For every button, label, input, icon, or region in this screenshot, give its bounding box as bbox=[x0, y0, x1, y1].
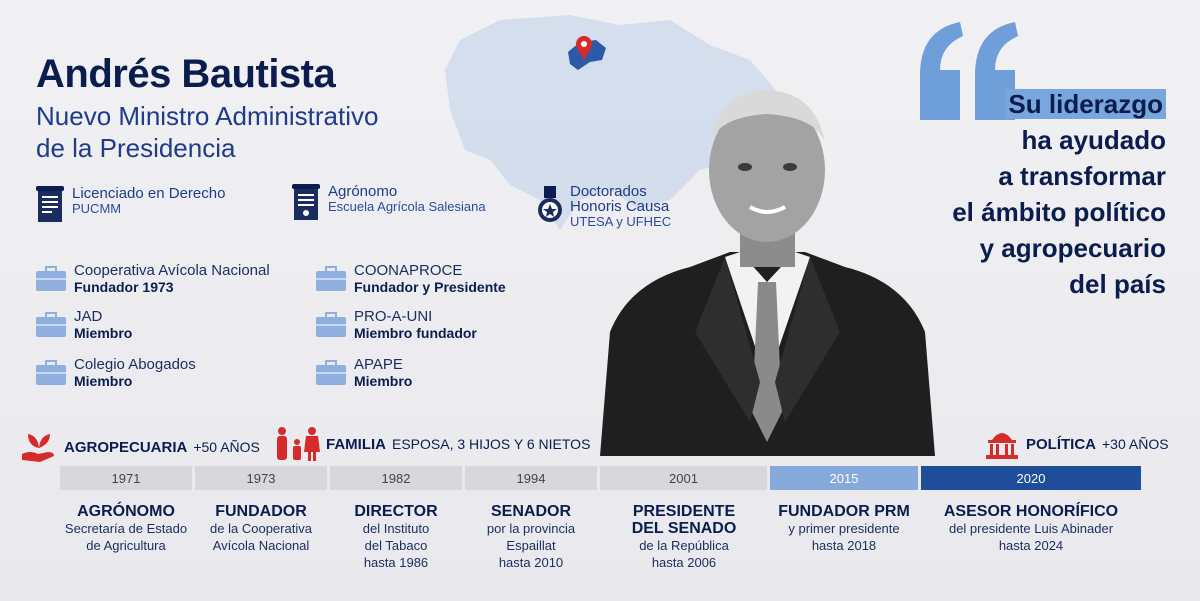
event-title: FUNDADOR bbox=[215, 503, 307, 520]
org-role: Miembro bbox=[354, 373, 413, 389]
diploma-icon bbox=[292, 184, 322, 224]
person-title bbox=[36, 100, 516, 164]
org-item bbox=[316, 262, 506, 296]
category-extra: ESPOSA, 3 HIJOS Y 6 NIETOS bbox=[392, 436, 591, 452]
quote-line: del país bbox=[1069, 269, 1166, 299]
category-agropecuaria bbox=[20, 430, 260, 464]
timeline-year: 1994 bbox=[465, 466, 597, 490]
event-desc: Espaillat bbox=[506, 538, 556, 553]
timeline-event bbox=[921, 503, 1141, 554]
quote-line: el ámbito político bbox=[952, 197, 1166, 227]
briefcase-icon bbox=[316, 312, 346, 338]
credential-title-2: Honoris Causa bbox=[570, 198, 670, 215]
timeline-year: 2020 bbox=[921, 466, 1141, 490]
event-desc: del Tabaco bbox=[364, 538, 428, 553]
medal-icon bbox=[536, 184, 564, 226]
quote-line: Su liderazgo bbox=[1005, 89, 1166, 119]
briefcase-icon bbox=[316, 266, 346, 292]
person-title-line2: de la Presidencia bbox=[36, 133, 236, 163]
credential-institution: Escuela Agrícola Salesiana bbox=[328, 199, 486, 214]
org-item bbox=[316, 308, 477, 342]
event-title-2: DEL SENADO bbox=[631, 520, 737, 537]
org-item bbox=[36, 262, 270, 296]
org-name: PRO-A-UNI bbox=[354, 308, 433, 325]
event-desc: de la República bbox=[639, 538, 729, 553]
event-desc: hasta 2024 bbox=[998, 538, 1064, 553]
capitol-building-icon bbox=[984, 428, 1020, 460]
event-desc: de Agricultura bbox=[86, 538, 166, 553]
category-extra: +30 AÑOS bbox=[1102, 436, 1169, 452]
event-desc: hasta 2006 bbox=[651, 555, 717, 570]
quote-line: a transformar bbox=[998, 161, 1166, 191]
org-role: Miembro bbox=[74, 325, 133, 341]
event-desc: hasta 2010 bbox=[498, 555, 564, 570]
timeline-year: 1973 bbox=[195, 466, 327, 490]
credential-title: Licenciado en Derecho bbox=[72, 185, 226, 202]
quote-line: y agropecuario bbox=[979, 233, 1166, 263]
category-label: FAMILIA bbox=[326, 435, 386, 453]
org-role: Fundador y Presidente bbox=[354, 279, 506, 295]
person-title-line1: Nuevo Ministro Administrativo bbox=[36, 101, 379, 131]
timeline-year: 2001 bbox=[600, 466, 767, 490]
org-role: Miembro bbox=[74, 373, 133, 389]
credential-institution: PUCMM bbox=[72, 201, 122, 216]
category-label: POLÍTICA bbox=[1026, 435, 1096, 453]
sprout-hand-icon bbox=[20, 430, 58, 464]
event-title: ASESOR HONORÍFICO bbox=[943, 503, 1119, 520]
briefcase-icon bbox=[316, 360, 346, 386]
person-name: Andrés Bautista bbox=[36, 52, 336, 96]
category-extra: +50 AÑOS bbox=[193, 439, 260, 455]
org-name: Cooperativa Avícola Nacional bbox=[74, 262, 270, 279]
event-desc: por la provincia bbox=[486, 521, 576, 536]
event-desc: Avícola Nacional bbox=[212, 538, 310, 553]
org-name: APAPE bbox=[354, 356, 403, 373]
timeline-event bbox=[451, 503, 611, 571]
org-item bbox=[36, 308, 132, 342]
briefcase-icon bbox=[36, 266, 66, 292]
credential-institution: UTESA y UFHEC bbox=[570, 214, 672, 229]
org-name: Colegio Abogados bbox=[74, 356, 196, 373]
credential-agronomy bbox=[292, 184, 486, 224]
org-name: COONAPROCE bbox=[354, 262, 463, 279]
org-item bbox=[36, 356, 196, 390]
event-desc: de la Cooperativa bbox=[210, 521, 312, 536]
category-label: AGROPECUARIA bbox=[64, 438, 188, 456]
event-title: DIRECTOR bbox=[354, 503, 438, 520]
org-role: Miembro fundador bbox=[354, 325, 477, 341]
diploma-icon bbox=[36, 186, 66, 226]
timeline-event bbox=[604, 503, 764, 571]
event-desc: Secretaría de Estado bbox=[64, 521, 188, 536]
timeline-year: 2015 bbox=[770, 466, 918, 490]
credential-title: Doctorados bbox=[570, 183, 647, 200]
event-title: FUNDADOR PRM bbox=[778, 503, 910, 520]
event-title: SENADOR bbox=[490, 503, 571, 520]
event-title: AGRÓNOMO bbox=[77, 503, 175, 520]
briefcase-icon bbox=[36, 312, 66, 338]
category-politica bbox=[984, 428, 1169, 460]
family-icon bbox=[274, 426, 320, 462]
briefcase-icon bbox=[36, 360, 66, 386]
event-desc: hasta 1986 bbox=[363, 555, 429, 570]
timeline-year: 1982 bbox=[330, 466, 462, 490]
category-familia bbox=[274, 426, 590, 462]
credential-title: Agrónomo bbox=[328, 183, 398, 200]
quote-text bbox=[880, 86, 1166, 302]
org-name: JAD bbox=[74, 308, 103, 325]
timeline-event bbox=[754, 503, 934, 554]
quote-line: ha ayudado bbox=[1021, 125, 1166, 155]
event-title: PRESIDENTE bbox=[632, 503, 736, 520]
event-desc: hasta 2018 bbox=[811, 538, 877, 553]
event-desc: y primer presidente bbox=[788, 521, 900, 536]
event-desc: del presidente Luis Abinader bbox=[948, 521, 1114, 536]
location-pin-icon bbox=[562, 30, 612, 76]
org-item bbox=[316, 356, 412, 390]
event-desc: del Instituto bbox=[362, 521, 430, 536]
org-role: Fundador 1973 bbox=[74, 279, 174, 295]
credential-law bbox=[36, 186, 225, 226]
timeline-year: 1971 bbox=[60, 466, 192, 490]
